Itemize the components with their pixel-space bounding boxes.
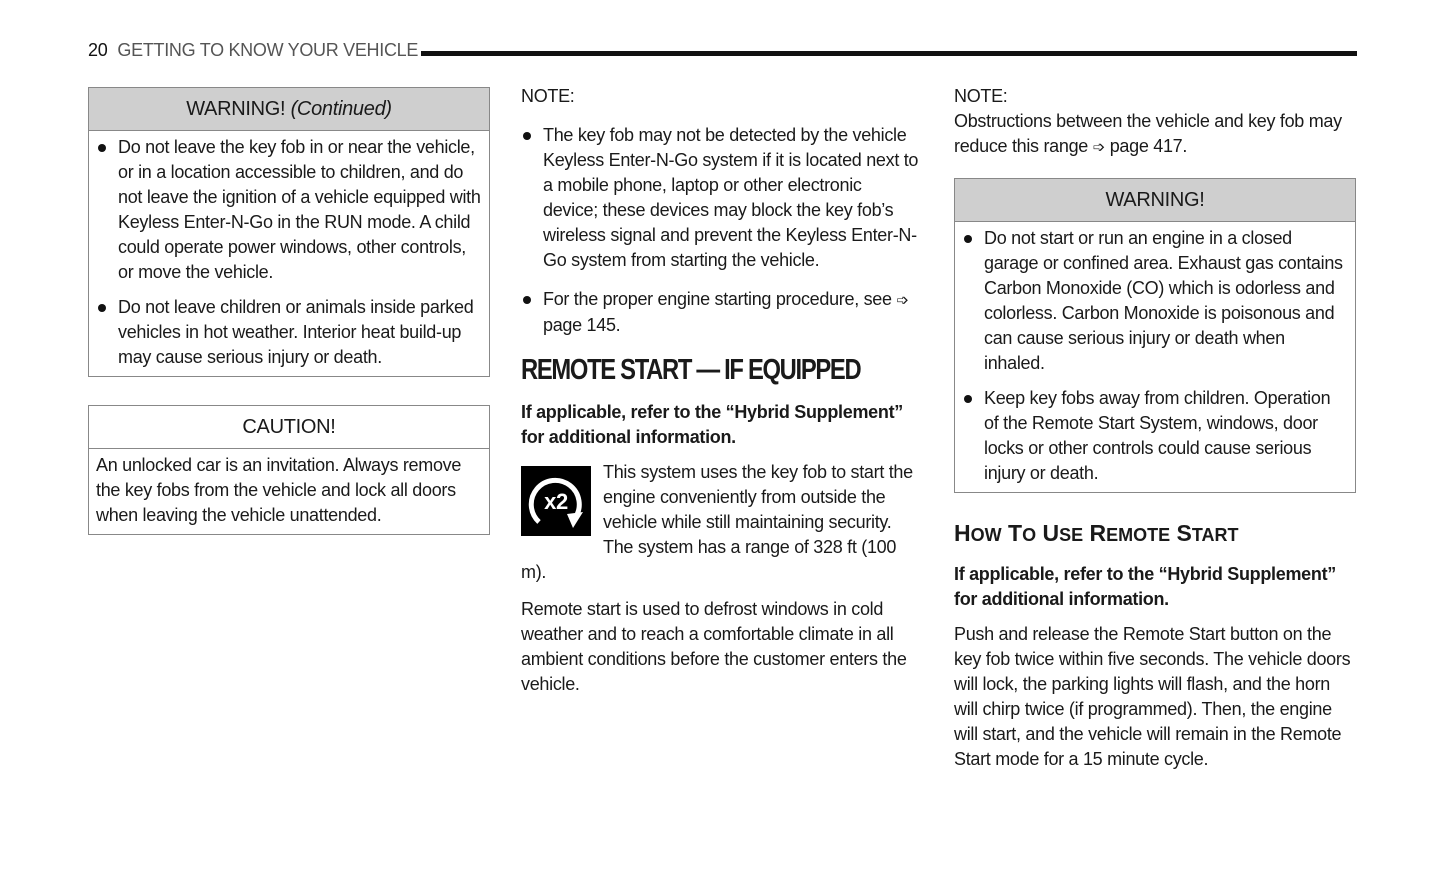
how-to-paragraph: Push and release the Remote Start button on the key fob twice within five seconds. The vehicle doors will lock, the parking lights will flash, and the horn will chirp twice (if programmed). Then, the engine will start, and the vehicle will remain in the Remote Start mode for a 15 minute cycle. — [954, 624, 1351, 769]
para-range: This system uses the key fob to start the engine conveniently from outside the vehicle while still maintaining security. The system has a range of 328 ft (100 m). — [521, 462, 913, 582]
h-part: U — [1036, 520, 1060, 546]
header-rule — [421, 51, 1357, 56]
warning-title: WARNING! — [955, 179, 1355, 222]
warning-label: WARNING! — [186, 98, 286, 120]
section-title: GETTING TO KNOW YOUR VEHICLE — [117, 40, 419, 60]
h-part: TART — [1191, 525, 1239, 545]
warning-item: Do not leave the key fob in or near the vehicle, or in a location accessible to children, and do not leave the ignition of a vehicle equipped with Keyless Enter-N-Go in the RUN mode. A child could operate power windows, other controls, or move the vehicle. — [96, 135, 481, 285]
h-part: SE — [1059, 525, 1084, 545]
page-ref-arrow-icon: ➩ — [1092, 139, 1105, 156]
remote-start-x2-icon — [521, 466, 591, 536]
middle-column — [521, 84, 921, 707]
subsection-heading — [954, 521, 1356, 548]
caution-text: An unlocked car is an invitation. Always remove the key fobs from the vehicle and lock all doors when leaving the vehicle unattended. — [96, 455, 462, 525]
warning-box — [954, 178, 1356, 493]
caution-title: CAUTION! — [89, 406, 489, 449]
note-item-text: For the proper engine starting procedure, see — [543, 289, 892, 309]
page-ref-link[interactable]: page 145. — [543, 315, 621, 335]
note-text — [954, 109, 1356, 160]
left-column — [88, 87, 490, 563]
warning-item: Keep key fobs away from children. Operation of the Remote Start System, windows, door locks or other controls could cause serious injury or death. — [962, 386, 1347, 486]
warning-item: Do not leave children or animals inside parked vehicles in hot weather. Interior heat build-up may cause serious injury or death. — [96, 295, 481, 370]
note-label: NOTE: — [521, 86, 575, 106]
section-heading: REMOTE START — IF EQUIPPED — [521, 354, 861, 386]
h-part: EMOTE — [1106, 525, 1171, 545]
warning-box-continued — [88, 87, 490, 377]
continued-label: (Continued) — [290, 98, 392, 120]
page-number: 20 — [88, 40, 108, 60]
note-body: Obstructions between the vehicle and key fob may reduce this range — [954, 111, 1342, 156]
remote-start-paragraph — [521, 460, 921, 585]
note-label: NOTE: — [954, 86, 1008, 106]
note-item: The key fob may not be detected by the vehicle Keyless Enter-N-Go system if it is located next to a mobile phone, laptop or other electronic device; these devices may block the key fob’s wireless signal and prevent the Keyless Enter-N-Go system from starting the vehicle. — [521, 123, 921, 273]
note-item — [521, 287, 921, 338]
x2-label: x2 — [544, 489, 568, 514]
right-column — [954, 84, 1356, 782]
h-part: R — [1083, 520, 1107, 546]
hybrid-note: If applicable, refer to the “Hybrid Supplement” for additional information. — [521, 402, 903, 447]
h-part: OW — [970, 525, 1002, 545]
page-header — [88, 38, 418, 63]
warning-title — [89, 88, 489, 131]
warning-item: Do not start or run an engine in a closed garage or confined area. Exhaust gas contains Carbon Monoxide (CO) which is odorless and colorless. Carbon Monoxide is poisonous and can cause serious injury or death when inhaled. — [962, 226, 1347, 376]
caution-box — [88, 405, 490, 535]
h-part: H — [954, 520, 971, 546]
page-ref-arrow-icon: ➩ — [896, 292, 909, 309]
h-part: T — [1001, 520, 1023, 546]
h-part: O — [1022, 525, 1037, 545]
h-part: S — [1170, 520, 1192, 546]
hybrid-note: If applicable, refer to the “Hybrid Supplement” for additional information. — [954, 564, 1336, 609]
para-defrost: Remote start is used to defrost windows in cold weather and to reach a comfortable climate in all ambient conditions before the customer enters the vehicle. — [521, 599, 907, 694]
page-ref-link[interactable]: page 417. — [1109, 136, 1188, 156]
